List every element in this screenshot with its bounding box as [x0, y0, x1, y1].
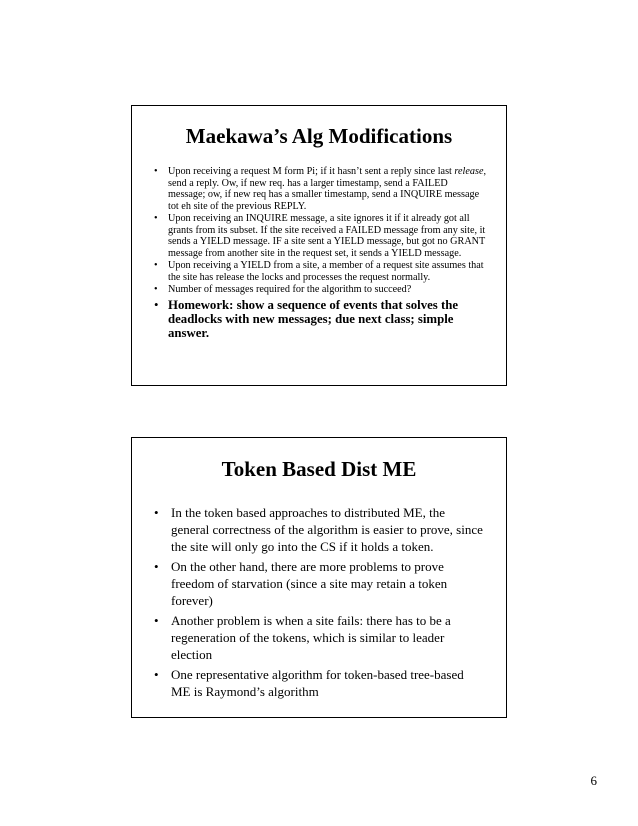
bullet-icon: • — [154, 260, 158, 271]
bullet-text-pre: Upon receiving a request M form Pi; if it hasn’t sent a reply since last — [168, 166, 455, 177]
bullet-text: One representative algorithm for token-based tree-based ME is Raymond’s algorithm — [171, 667, 464, 699]
slide-title: Token Based Dist ME — [221, 457, 417, 481]
list-item — [154, 213, 486, 259]
bullet-text-emphasis: release — [454, 166, 484, 177]
list-item — [154, 558, 484, 609]
bullet-text: On the other hand, there are more problems to prove freedom of starvation (since a site may retain a token forever) — [171, 559, 448, 608]
bullet-icon: • — [154, 667, 159, 682]
bullet-text-post: , send a reply. Ow, if new req. has a larger timestamp, send a FAILED message; ow, if new req has a smaller timestamp, send a INQUIRE message tot eh site of the previous REPLY. — [168, 166, 487, 212]
bullet-icon: • — [154, 505, 159, 520]
bullet-list — [154, 504, 484, 700]
bullet-text: Another problem is when a site fails: there has to be a regeneration of the tokens, which is similar to leader election — [171, 613, 451, 662]
slide-token-based-me — [131, 437, 507, 718]
bullet-icon: • — [154, 559, 159, 574]
list-item — [154, 666, 484, 700]
bullet-list — [154, 166, 486, 340]
list-item — [154, 260, 486, 283]
list-item — [154, 504, 484, 555]
bullet-icon: • — [154, 213, 158, 224]
bullet-text: Number of messages required for the algorithm to succeed? — [168, 284, 412, 295]
list-item-homework — [154, 298, 486, 340]
bullet-icon: • — [154, 166, 158, 177]
bullet-icon: • — [154, 613, 159, 628]
bullet-text: In the token based approaches to distributed ME, the general correctness of the algorithm is easier to prove, since the site will only go into the CS if it holds a token. — [171, 505, 483, 554]
bullet-text: Upon receiving a YIELD from a site, a member of a request site assumes that the site has release the locks and processes the request normally. — [168, 260, 484, 283]
list-item — [154, 166, 486, 212]
slide-maekawa-modifications — [131, 105, 507, 386]
bullet-icon: • — [154, 297, 159, 312]
bullet-text: Homework: show a sequence of events that solves the deadlocks with new messages; due next class; simple answer. — [168, 297, 459, 340]
page-number: 6 — [590, 773, 597, 788]
slide-title: Maekawa’s Alg Modifications — [185, 124, 453, 148]
bullet-icon: • — [154, 284, 158, 295]
list-item — [154, 612, 484, 663]
list-item — [154, 284, 486, 296]
bullet-text: Upon receiving an INQUIRE message, a site ignores it if it already got all grants from its subset. If the site received a FAILED message from any site, it sends a YIELD message. IF a site sent a YIELD message, but got no GRANT message from another site in the request set, it sends a YIELD message. — [168, 213, 486, 259]
